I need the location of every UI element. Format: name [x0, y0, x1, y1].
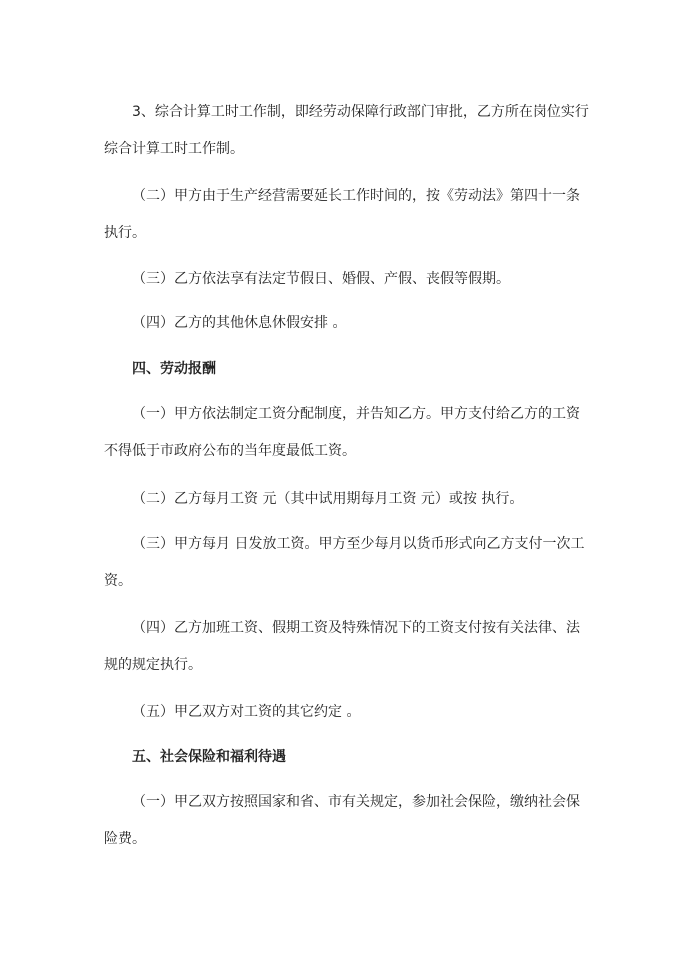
- section-title: 五、社会保险和福利待遇: [132, 749, 286, 765]
- clause-3-holidays: [104, 261, 590, 298]
- clause-4-overtime-pay: [104, 610, 590, 684]
- paragraph-line: 规的规定执行。: [104, 657, 202, 673]
- paragraph-line: （三）乙方依法享有法定节假日、婚假、产假、丧假等假期。: [132, 271, 510, 287]
- paragraph-line: 不得低于市政府公布的当年度最低工资。: [104, 443, 356, 459]
- paragraph-line: （二）甲方由于生产经营需要延长工作时间的，按《劳动法》第四十一条: [132, 188, 580, 204]
- clause-1-social-insurance: [104, 784, 590, 858]
- paragraph-line: 险费。: [104, 831, 146, 847]
- paragraph-line: 3、综合计算工时工作制，即经劳动保障行政部门审批，乙方所在岗位实行: [132, 104, 589, 120]
- clause-4-other-leave: [104, 305, 590, 342]
- paragraph-line: （三）甲方每月 日发放工资。甲方至少每月以货币形式向乙方支付一次工: [132, 536, 585, 552]
- clause-2-overtime: [104, 178, 590, 252]
- paragraph-line: 资。: [104, 573, 132, 589]
- clause-3-payday: [104, 526, 590, 600]
- clause-3-comprehensive-hours: [104, 94, 590, 168]
- paragraph-line: （一）甲乙双方按照国家和省、市有关规定，参加社会保险，缴纳社会保: [132, 794, 580, 810]
- paragraph-line: 执行。: [104, 225, 146, 241]
- clause-2-monthly-wage: [104, 481, 590, 518]
- paragraph-line: （四）乙方的其他休息休假安排 。: [132, 315, 347, 331]
- paragraph-line: （一）甲方依法制定工资分配制度，并告知乙方。甲方支付给乙方的工资: [132, 406, 580, 422]
- section-heading-remuneration: [104, 351, 590, 388]
- paragraph-line: （四）乙方加班工资、假期工资及特殊情况下的工资支付按有关法律、法: [132, 620, 580, 636]
- paragraph-line: （二）乙方每月工资 元（其中试用期每月工资 元）或按 执行。: [132, 491, 524, 507]
- clause-1-wage-system: [104, 396, 590, 470]
- clause-5-other-wage-terms: [104, 694, 590, 731]
- paragraph-line: （五）甲乙双方对工资的其它约定 。: [132, 704, 361, 720]
- paragraph-line: 综合计算工时工作制。: [104, 141, 244, 157]
- section-heading-social-insurance: [104, 739, 590, 776]
- section-title: 四、劳动报酬: [132, 361, 216, 377]
